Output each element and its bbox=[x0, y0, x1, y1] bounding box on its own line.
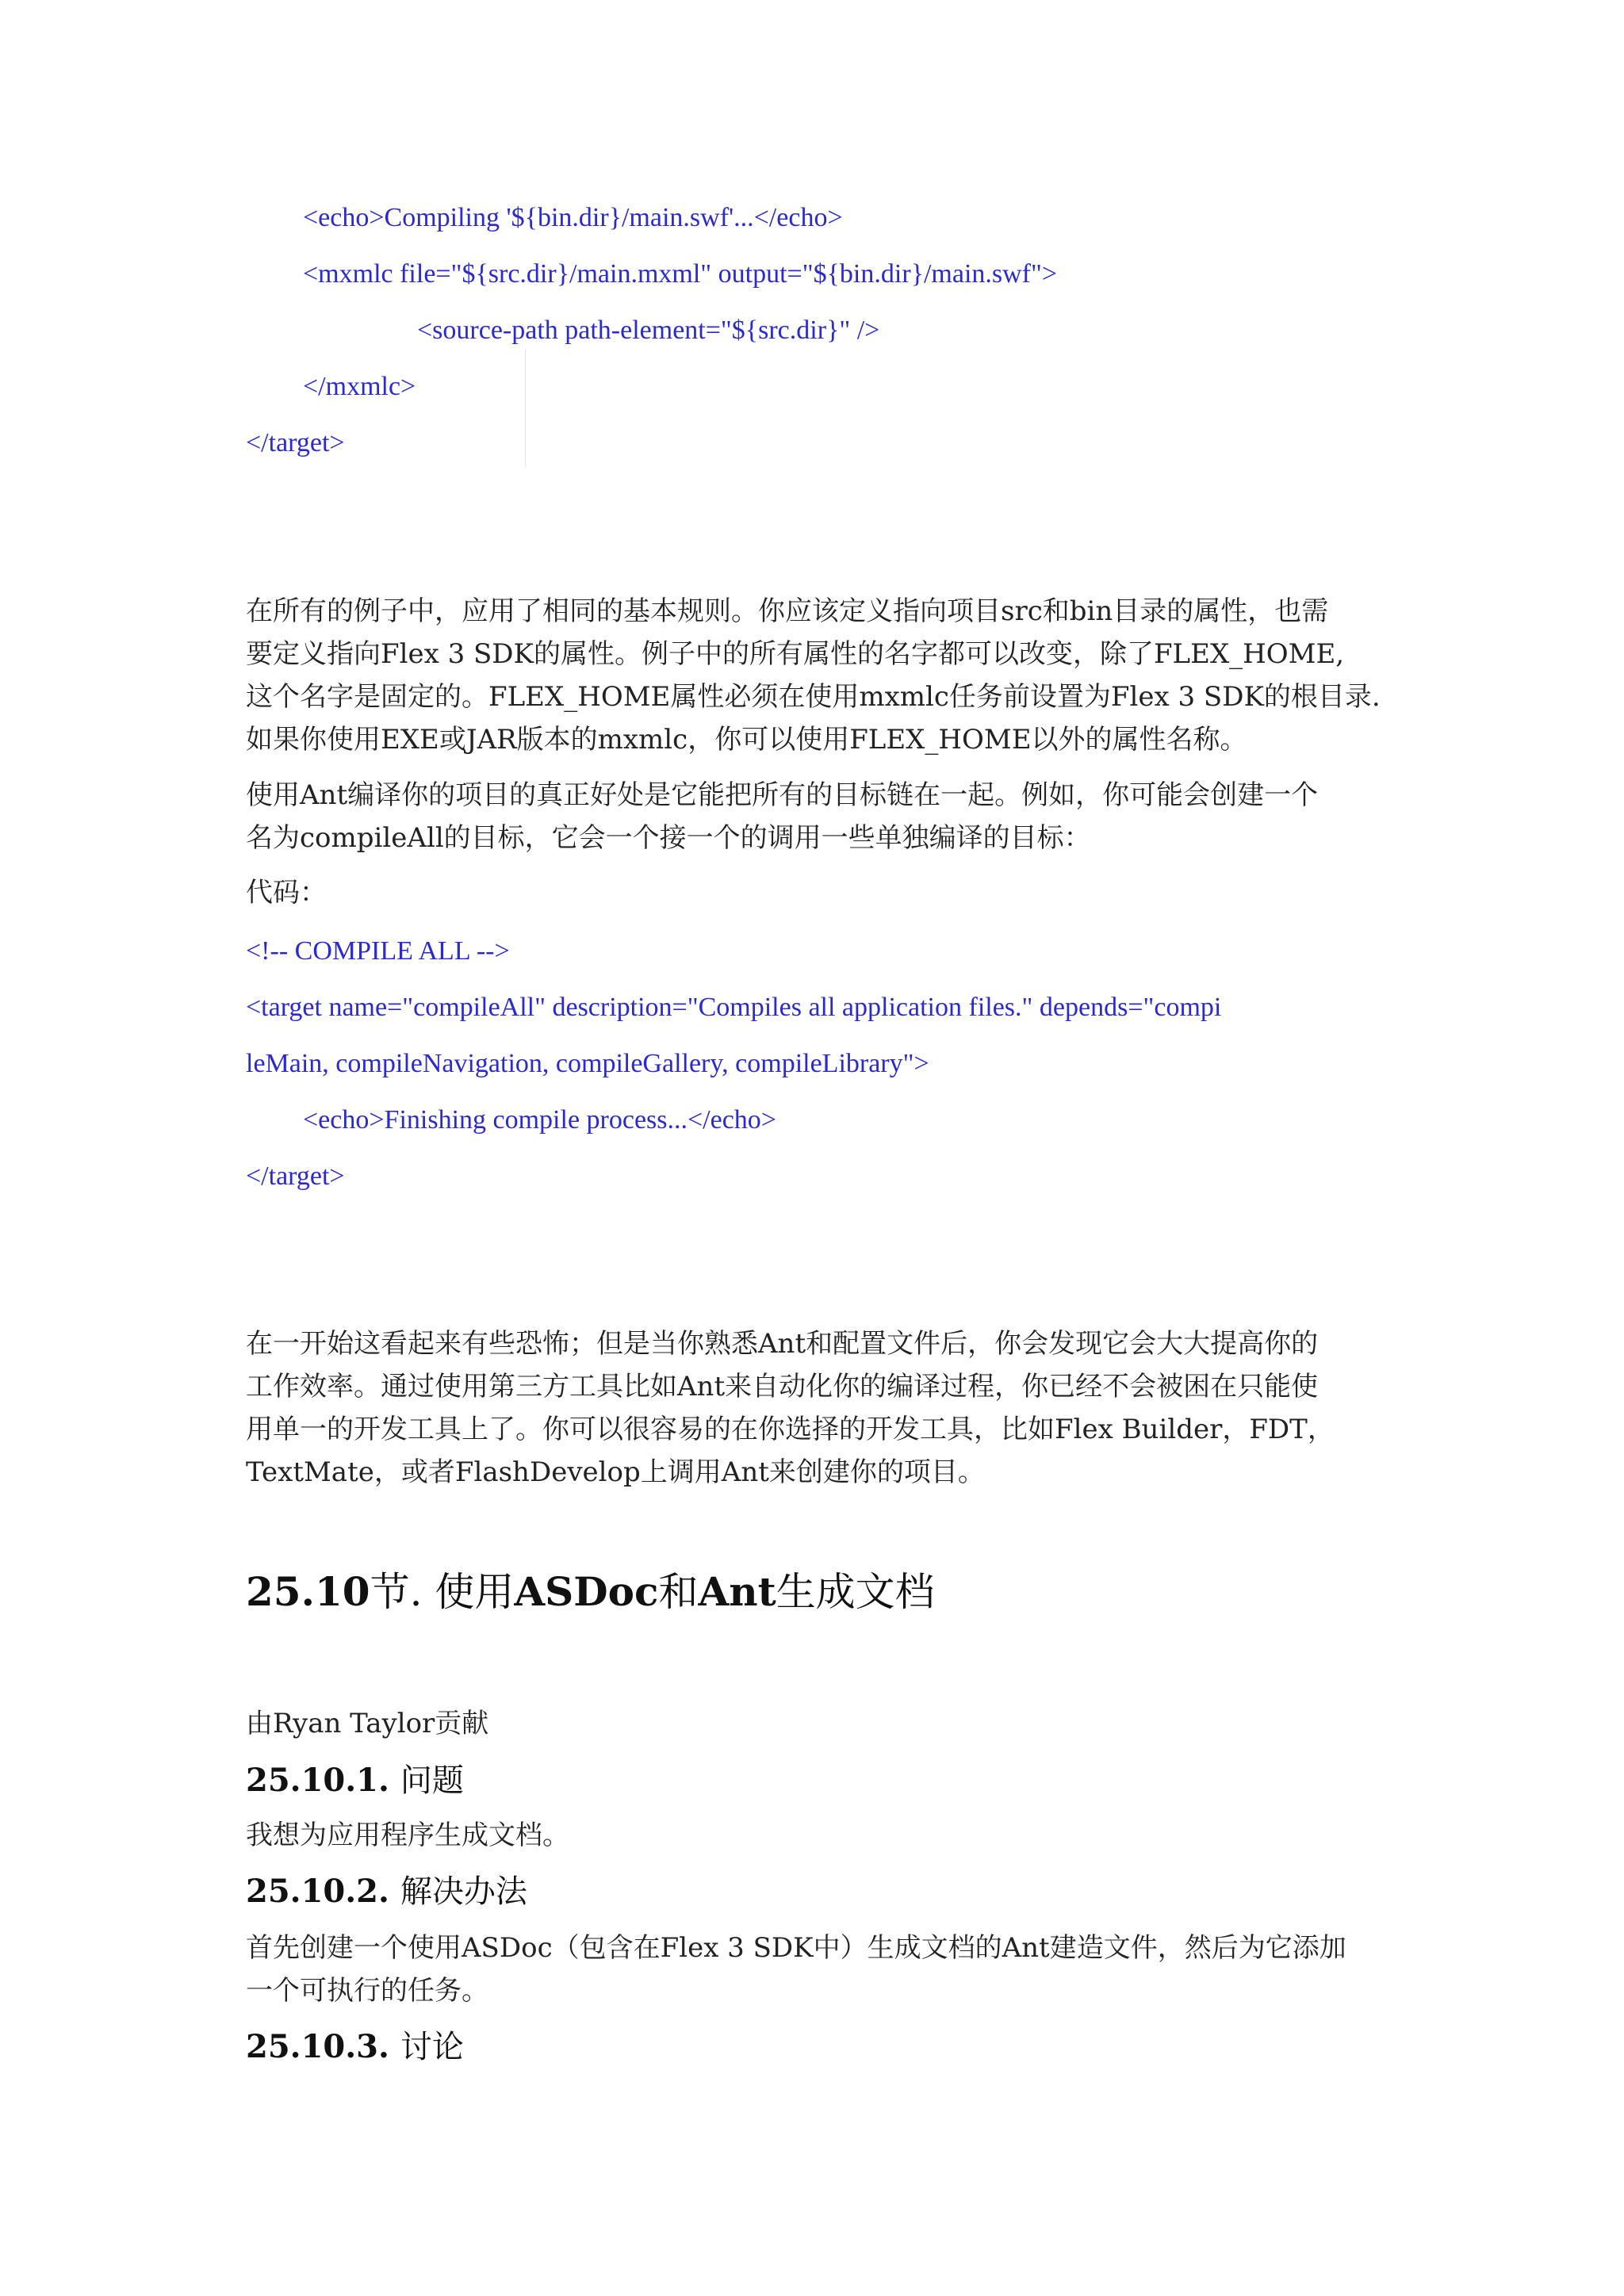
contributor-line: 由Ryan Taylor贡献 bbox=[246, 1708, 489, 1739]
text-line: 首先创建一个使用ASDoc（包含在Flex 3 SDK中）生成文档的Ant建造文件，然后为它添加 bbox=[246, 1932, 1346, 1964]
subsection-heading bbox=[246, 2028, 464, 2066]
subsection-number: 25.10.3. bbox=[246, 2028, 389, 2065]
code-line: <echo>Compiling '${bin.dir}/main.swf'...</echo> bbox=[303, 203, 843, 232]
paragraph bbox=[246, 774, 1380, 859]
code-line: </target> bbox=[246, 1161, 345, 1191]
section-title-part: 和 bbox=[658, 1569, 699, 1615]
subsection-title: 讨论 bbox=[400, 2029, 464, 2065]
paragraph bbox=[246, 1927, 1380, 2012]
text-line: 这个名字是固定的。FLEX_HOME属性必须在使用mxmlc任务前设置为Flex 3 SDK的根目录. bbox=[246, 681, 1381, 713]
section-title-part: Ant bbox=[698, 1568, 776, 1615]
code-line: </mxmlc> bbox=[303, 372, 416, 401]
paragraph bbox=[246, 590, 1380, 761]
text-line: 一个可执行的任务。 bbox=[246, 1975, 488, 2007]
section-title-part: 节. 使用 bbox=[370, 1569, 515, 1615]
text-line: 工作效率。通过使用第三方工具比如Ant来自动化你的编译过程，你已经不会被困在只能使 bbox=[246, 1371, 1319, 1402]
code-line: <!-- COMPILE ALL --> bbox=[246, 936, 510, 966]
text-line: 如果你使用EXE或JAR版本的mxmlc，你可以使用FLEX_HOME以外的属性名称。 bbox=[246, 724, 1247, 756]
code-line: <source-path path-element="${src.dir}" /> bbox=[417, 316, 880, 345]
code-line: </target> bbox=[246, 428, 345, 457]
paragraph bbox=[246, 1322, 1380, 1494]
code-line: <target name="compileAll" description="Compiles all application files." depends="compi bbox=[246, 993, 1222, 1022]
subsection-heading bbox=[246, 1762, 464, 1800]
text-line: TextMate，或者FlashDevelop上调用Ant来创建你的项目。 bbox=[246, 1456, 985, 1488]
subsection-number: 25.10.2. bbox=[246, 1873, 389, 1910]
section-title-part: ASDoc bbox=[514, 1568, 659, 1615]
text-line: 要定义指向Flex 3 SDK的属性。例子中的所有属性的名字都可以改变，除了FLEX_HOME, bbox=[246, 638, 1345, 670]
subsection-title: 解决办法 bbox=[400, 1873, 527, 1910]
code-line: <mxmlc file="${src.dir}/main.mxml" output="${bin.dir}/main.swf"> bbox=[303, 259, 1058, 289]
text-line: 名为compileAll的目标，它会一个接一个的调用一些单独编译的目标： bbox=[246, 822, 1091, 854]
text-line: 在一开始这看起来有些恐怖；但是当你熟悉Ant和配置文件后，你会发现它会大大提高你的 bbox=[246, 1328, 1319, 1360]
code-line: <echo>Finishing compile process...</echo> bbox=[303, 1105, 776, 1135]
section-heading bbox=[246, 1568, 935, 1616]
code-line: leMain, compileNavigation, compileGallery, compileLibrary"> bbox=[246, 1049, 929, 1078]
text-line: 使用Ant编译你的项目的真正好处是它能把所有的目标链在一起。例如，你可能会创建一个 bbox=[246, 779, 1319, 811]
subsection-number: 25.10.1. bbox=[246, 1762, 389, 1799]
section-number: 25.10 bbox=[246, 1568, 370, 1615]
code-label: 代码： bbox=[246, 877, 327, 909]
subsection-text: 我想为应用程序生成文档。 bbox=[246, 1820, 569, 1851]
section-title-part: 生成文档 bbox=[776, 1569, 935, 1615]
faint-divider bbox=[525, 349, 526, 468]
text-line: 在所有的例子中，应用了相同的基本规则。你应该定义指向项目src和bin目录的属性，也需 bbox=[246, 595, 1329, 627]
subsection-title: 问题 bbox=[400, 1762, 464, 1799]
text-line: 用单一的开发工具上了。你可以很容易的在你选择的开发工具，比如Flex Builder，FDT， bbox=[246, 1414, 1335, 1445]
subsection-heading bbox=[246, 1873, 527, 1911]
